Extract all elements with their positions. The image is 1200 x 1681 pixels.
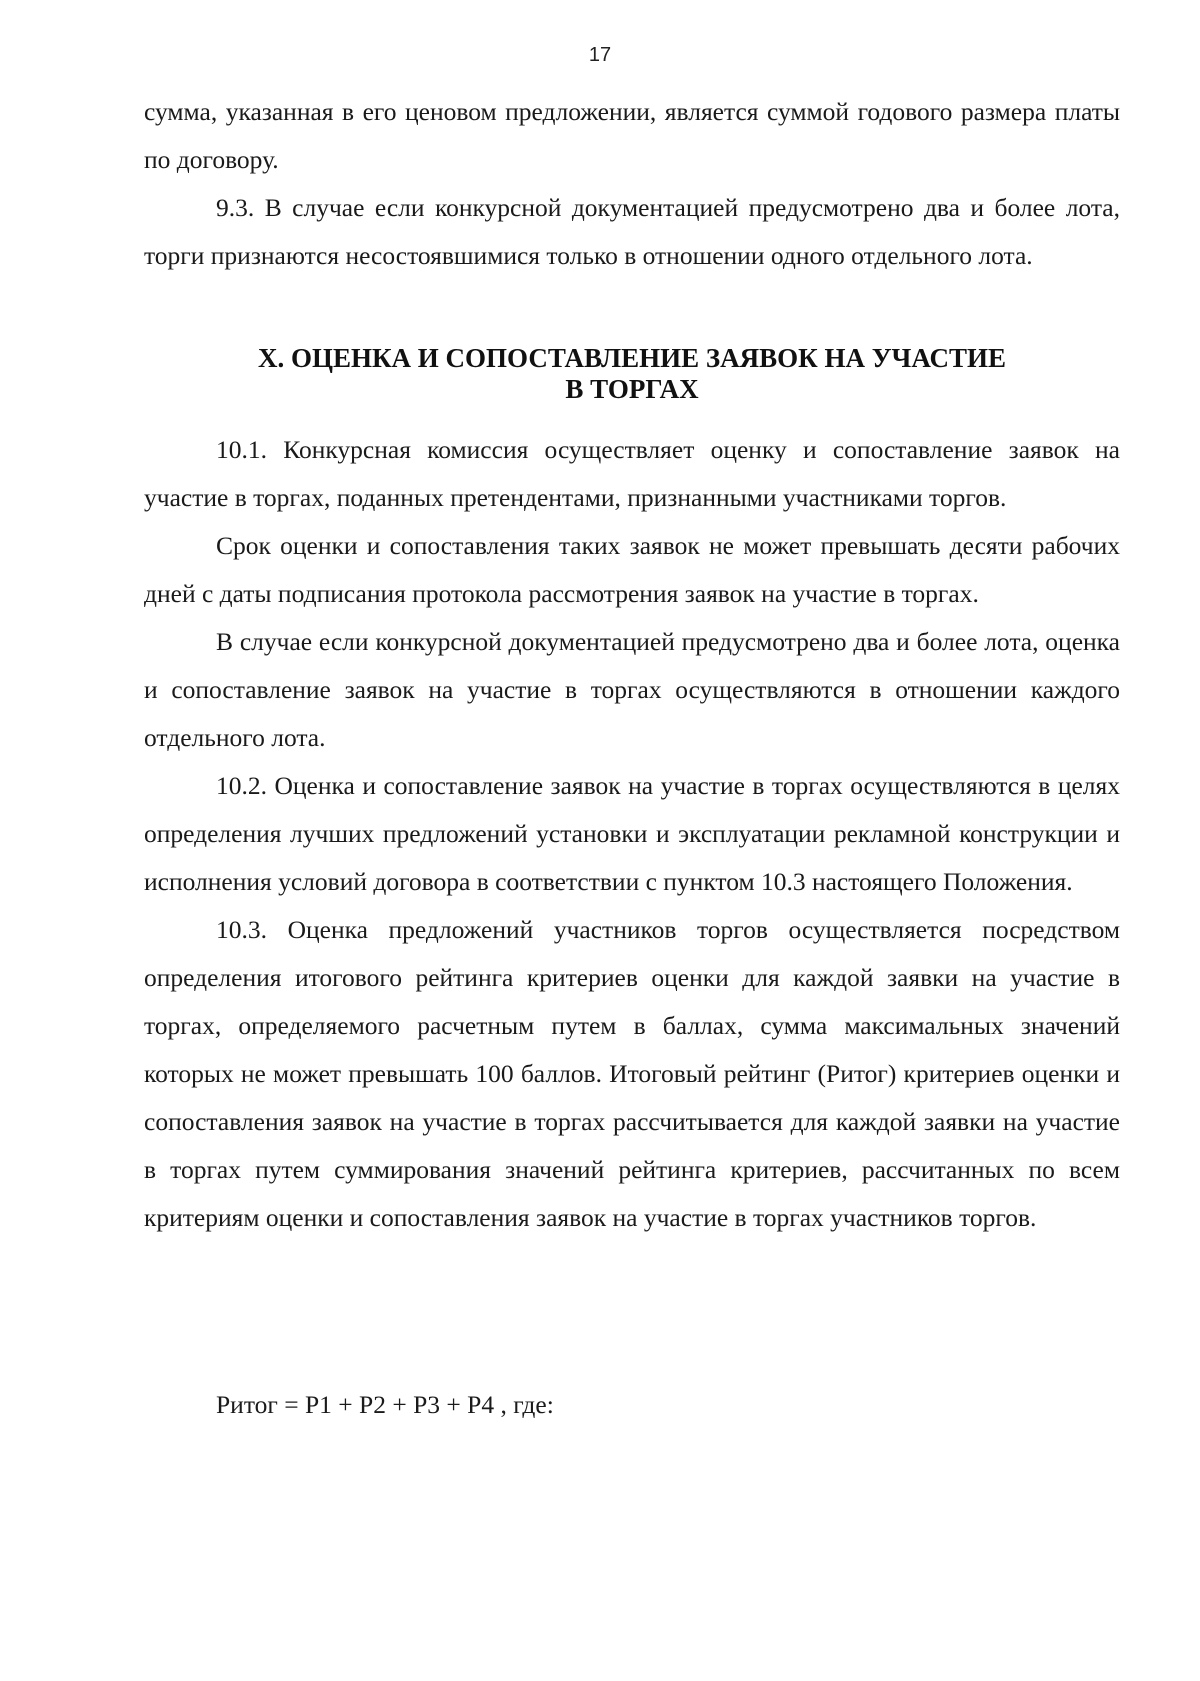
- heading-line-1: X. ОЦЕНКА И СОПОСТАВЛЕНИЕ ЗАЯВОК НА УЧАСТИЕ: [257, 343, 1007, 373]
- heading-line-2: В ТОРГАХ: [565, 374, 699, 404]
- section-heading: [144, 343, 1120, 405]
- page-number: 17: [588, 44, 612, 66]
- top-section: [144, 88, 1120, 280]
- main-section: [144, 426, 1120, 1242]
- paragraph-10-2: 10.2. Оценка и сопоставление заявок на участие в торгах осуществляются в целях определения лучших предложений установки и эксплуатации рекламной конструкции и исполнения условий договора в соответствии с пунктом 10.3 настоящего Положения.: [144, 771, 1120, 896]
- rating-formula: Ритог = Р1 + Р2 + Р3 + Р4 , где:: [216, 1390, 554, 1419]
- paragraph-10-1: 10.1. Конкурсная комиссия осуществляет оценку и сопоставление заявок на участие в торгах, поданных претендентами, признанными участниками торгов.: [144, 435, 1120, 512]
- paragraph-10-3: 10.3. Оценка предложений участников торгов осуществляется посредством определения итогового рейтинга критериев оценки для каждой заявки на участие в торгах, определяемого расчетным путем в баллах, сумма максимальных значений которых не может превышать 100 баллов. Итоговый рейтинг (Ритог) критериев оценки и сопоставления заявок на участие в торгах рассчитывается для каждой заявки на участие в торгах путем суммирования значений рейтинга критериев, рассчитанных по всем критериям оценки и сопоставления заявок на участие в торгах участников торгов.: [144, 915, 1120, 1232]
- paragraph-continuation: сумма, указанная в его ценовом предложении, является суммой годового размера платы по договору.: [144, 97, 1120, 174]
- paragraph-multiple-lots: В случае если конкурсной документацией предусмотрено два и более лота, оценка и сопоставление заявок на участие в торгах осуществляются в отношении каждого отдельного лота.: [144, 627, 1120, 752]
- paragraph-deadline: Срок оценки и сопоставления таких заявок не может превышать десяти рабочих дней с даты подписания протокола рассмотрения заявок на участие в торгах.: [144, 531, 1120, 608]
- paragraph-9-3: 9.3. В случае если конкурсной документацией предусмотрено два и более лота, торги признаются несостоявшимися только в отношении одного отдельного лота.: [144, 193, 1120, 270]
